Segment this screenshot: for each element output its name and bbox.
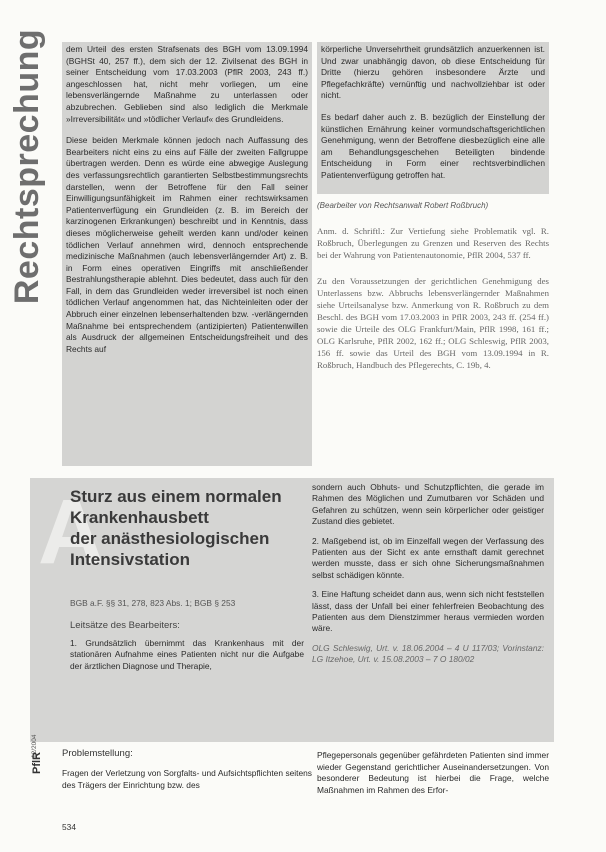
- case-title: [70, 486, 300, 570]
- problem-heading: Problemstellung:: [62, 748, 133, 759]
- note: Anm. d. Schriftl.: Zur Vertiefung siehe Problematik vgl. R. Roßbruch, Überlegungen zu Grenzen und Reserven des Rechts bei der Wahrung von Patientenautonomie, PflR 2004, 537 ff.: [317, 226, 549, 261]
- paragraph: körperliche Unversehrtheit grundsätzlich anzuerkennen ist. Und zwar unabhängig davon, ob diese Entscheidung für Dritte (hierzu gehören insbesondere Ärzte und Pflegefachkräfte) vernünftig und nachvollziehbar ist oder nicht.: [321, 44, 545, 101]
- top-right-shaded-text: [317, 42, 549, 194]
- author-note: (Bearbeiter von Rechtsanwalt Robert Roßbruch): [317, 200, 489, 210]
- top-left-column: [62, 42, 312, 466]
- title-line: Sturz aus einem normalen: [70, 487, 282, 506]
- guideline-continuation: sondern auch Obhuts- und Schutzpflichten, die gerade im Rahmen des Möglichen und Zumutbaren vor Schäden und Gefahren zu schützen, wenn sein körperlicher oder geistiger Zustand dies gebietet.: [312, 482, 544, 527]
- title-line: der anästhesiologischen: [70, 529, 270, 548]
- note: Zu den Voraussetzungen der gerichtlichen Genehmigung des Unterlassens bzw. Abbruchs lebensverlängernder Maßnahmen siehe Urteilsanalyse bzw. Anmerkung von R. Roßbruch zu dem Beschl. des BGH vom 17.03.2003 in PflR 2003, 243 ff. (254 ff.) sowie die Urteile des OLG Frankfurt/Main, PflR 1998, 161 ff.; OLG Karlsruhe, PflR 2002, 162 ff.; OLG Schleswig, PflR 2003, 156 ff. sowie das Urteil des BGH vom 13.09.1994 in R. Roßbruch, Handbuch des Pflegerechts, C. 19b, 4.: [317, 276, 549, 371]
- guidelines-heading: Leitsätze des Bearbeiters:: [70, 620, 180, 631]
- top-right-column: [317, 42, 549, 385]
- title-line: Krankenhausbett: [70, 508, 209, 527]
- law-reference: BGB a.F. §§ 31, 278, 823 Abs. 1; BGB § 253: [70, 598, 236, 608]
- case-header-band: [30, 478, 554, 742]
- page-number: 534: [62, 822, 76, 832]
- title-line: Intensivstation: [70, 550, 190, 569]
- guideline-point-2: 2. Maßgebend ist, ob im Einzelfall wegen der Verfassung des Patienten aus der Sicht ex ante ernsthaft damit gerechnet werden musste, dass er sich ohne Sicherungsmaßnahmen selbst schädigen könnte.: [312, 535, 544, 580]
- editor-notes: [317, 225, 549, 371]
- paragraph: Diese beiden Merkmale können jedoch nach Auffassung des Bearbeiters nicht eins zu eins auf Fälle der zweiten Fallgruppe übertragen werden. Denn es würde eine abwegige Auslegung des verfassungsrechtlich garantierten Selbstbestimmungsrechts darstellen, wenn der Betroffene für den Fall seiner Einwilligungsunfähigkeit im Rahmen einer rechtswirksamen Patientenverfügung ein Grundleiden (z. B. im Bereich der karzinogenen Erkrankungen) beschreibt und in Kenntnis, dass dieses möglicherweise geheilt werden kann und/oder keinen tödlichen Verlauf annehmen wird, dennoch entsprechende medizinische Maßnahmen (auch lebensverlängernder Art) z. B. in Form eines operativen Eingriffs mit anschließender Bestrahlungstherapie ablehnt. Dies bedeutet, dass auch für den Fall, in dem das Grundleiden weder irreversibel ist noch einen tödlichen Verlauf angenommen hat, das Nichteinleiten oder der Abbruch einer einzelnen lebenserhaltenden bzw. -verlängernden Maßnahme bei entsprechendem (antizipierten) Patientenwillen als Ausdruck der allgemeinen Entscheidungsfreiheit und des Rechts auf: [66, 135, 308, 354]
- guidelines-right-column: [312, 482, 544, 674]
- decorative-letter: A: [38, 481, 105, 583]
- section-title: Rechtsprechung: [8, 28, 47, 304]
- guideline-point-1: 1. Grundsätzlich übernimmt das Krankenhaus mit der stationären Aufnahme eines Patienten nicht nur die Aufgabe der ärztlichen Diagnose und Therapie,: [70, 638, 304, 671]
- bottom-right-text: Pflegepersonals gegenüber gefährdeten Patienten sind immer wieder Gegenstand gerichtlicher Auseinandersetzungen. Von besonderer Bedeutung ist hierbei die Frage, welche Maßnahmen im Rahmen des Erfor-: [317, 750, 549, 795]
- paragraph: Es bedarf daher auch z. B. bezüglich der Einstellung der künstlichen Ernährung keiner vormundschaftsgerichtlichen Genehmigung, wenn der Betroffene diesbezüglich eine alle am Behandlungsgeschehen Beteiligten bindende Entscheidung in Form einer rechtsverbindlichen Patientenverfügung getroffen hat.: [321, 111, 545, 180]
- bottom-left-text: Fragen der Verletzung von Sorgfalts- und Aufsichtspflichten seitens des Trägers der Einrichtung bzw. des: [62, 768, 312, 790]
- court-reference: OLG Schleswig, Urt. v. 18.06.2004 – 4 U 117/03; Vorinstanz: LG Itzehoe, Urt. v. 15.08.2003 – 7 O 180/02: [312, 642, 544, 665]
- guideline-point-3: 3. Eine Haftung scheidet dann aus, wenn sich nicht feststellen lässt, dass der Unfall bei einer fehlerfreien Beobachtung des Patienten aus dem Dienstzimmer heraus vermieden worden wäre.: [312, 589, 544, 634]
- journal-brand: [30, 734, 50, 804]
- paragraph: dem Urteil des ersten Strafsenats des BGH vom 13.09.1994 (BGHSt 40, 257 ff.), dem sich der 12. Zivilsenat des BGH in seiner Entscheidung vom 17.03.2003 (PflR 2003, 243 ff.) angeschlossen hat, nicht mehr vorliegen, um eine lebensverlängernde Maßnahme zu unterlassen oder abzubrechen. Geblieben sind also lediglich die Merkmale »Irreversibilität« und »tödlicher Verlauf« des Grundleidens.: [66, 44, 308, 124]
- journal-logo: PflR: [31, 752, 43, 774]
- issue-label: 12/2004: [31, 734, 38, 758]
